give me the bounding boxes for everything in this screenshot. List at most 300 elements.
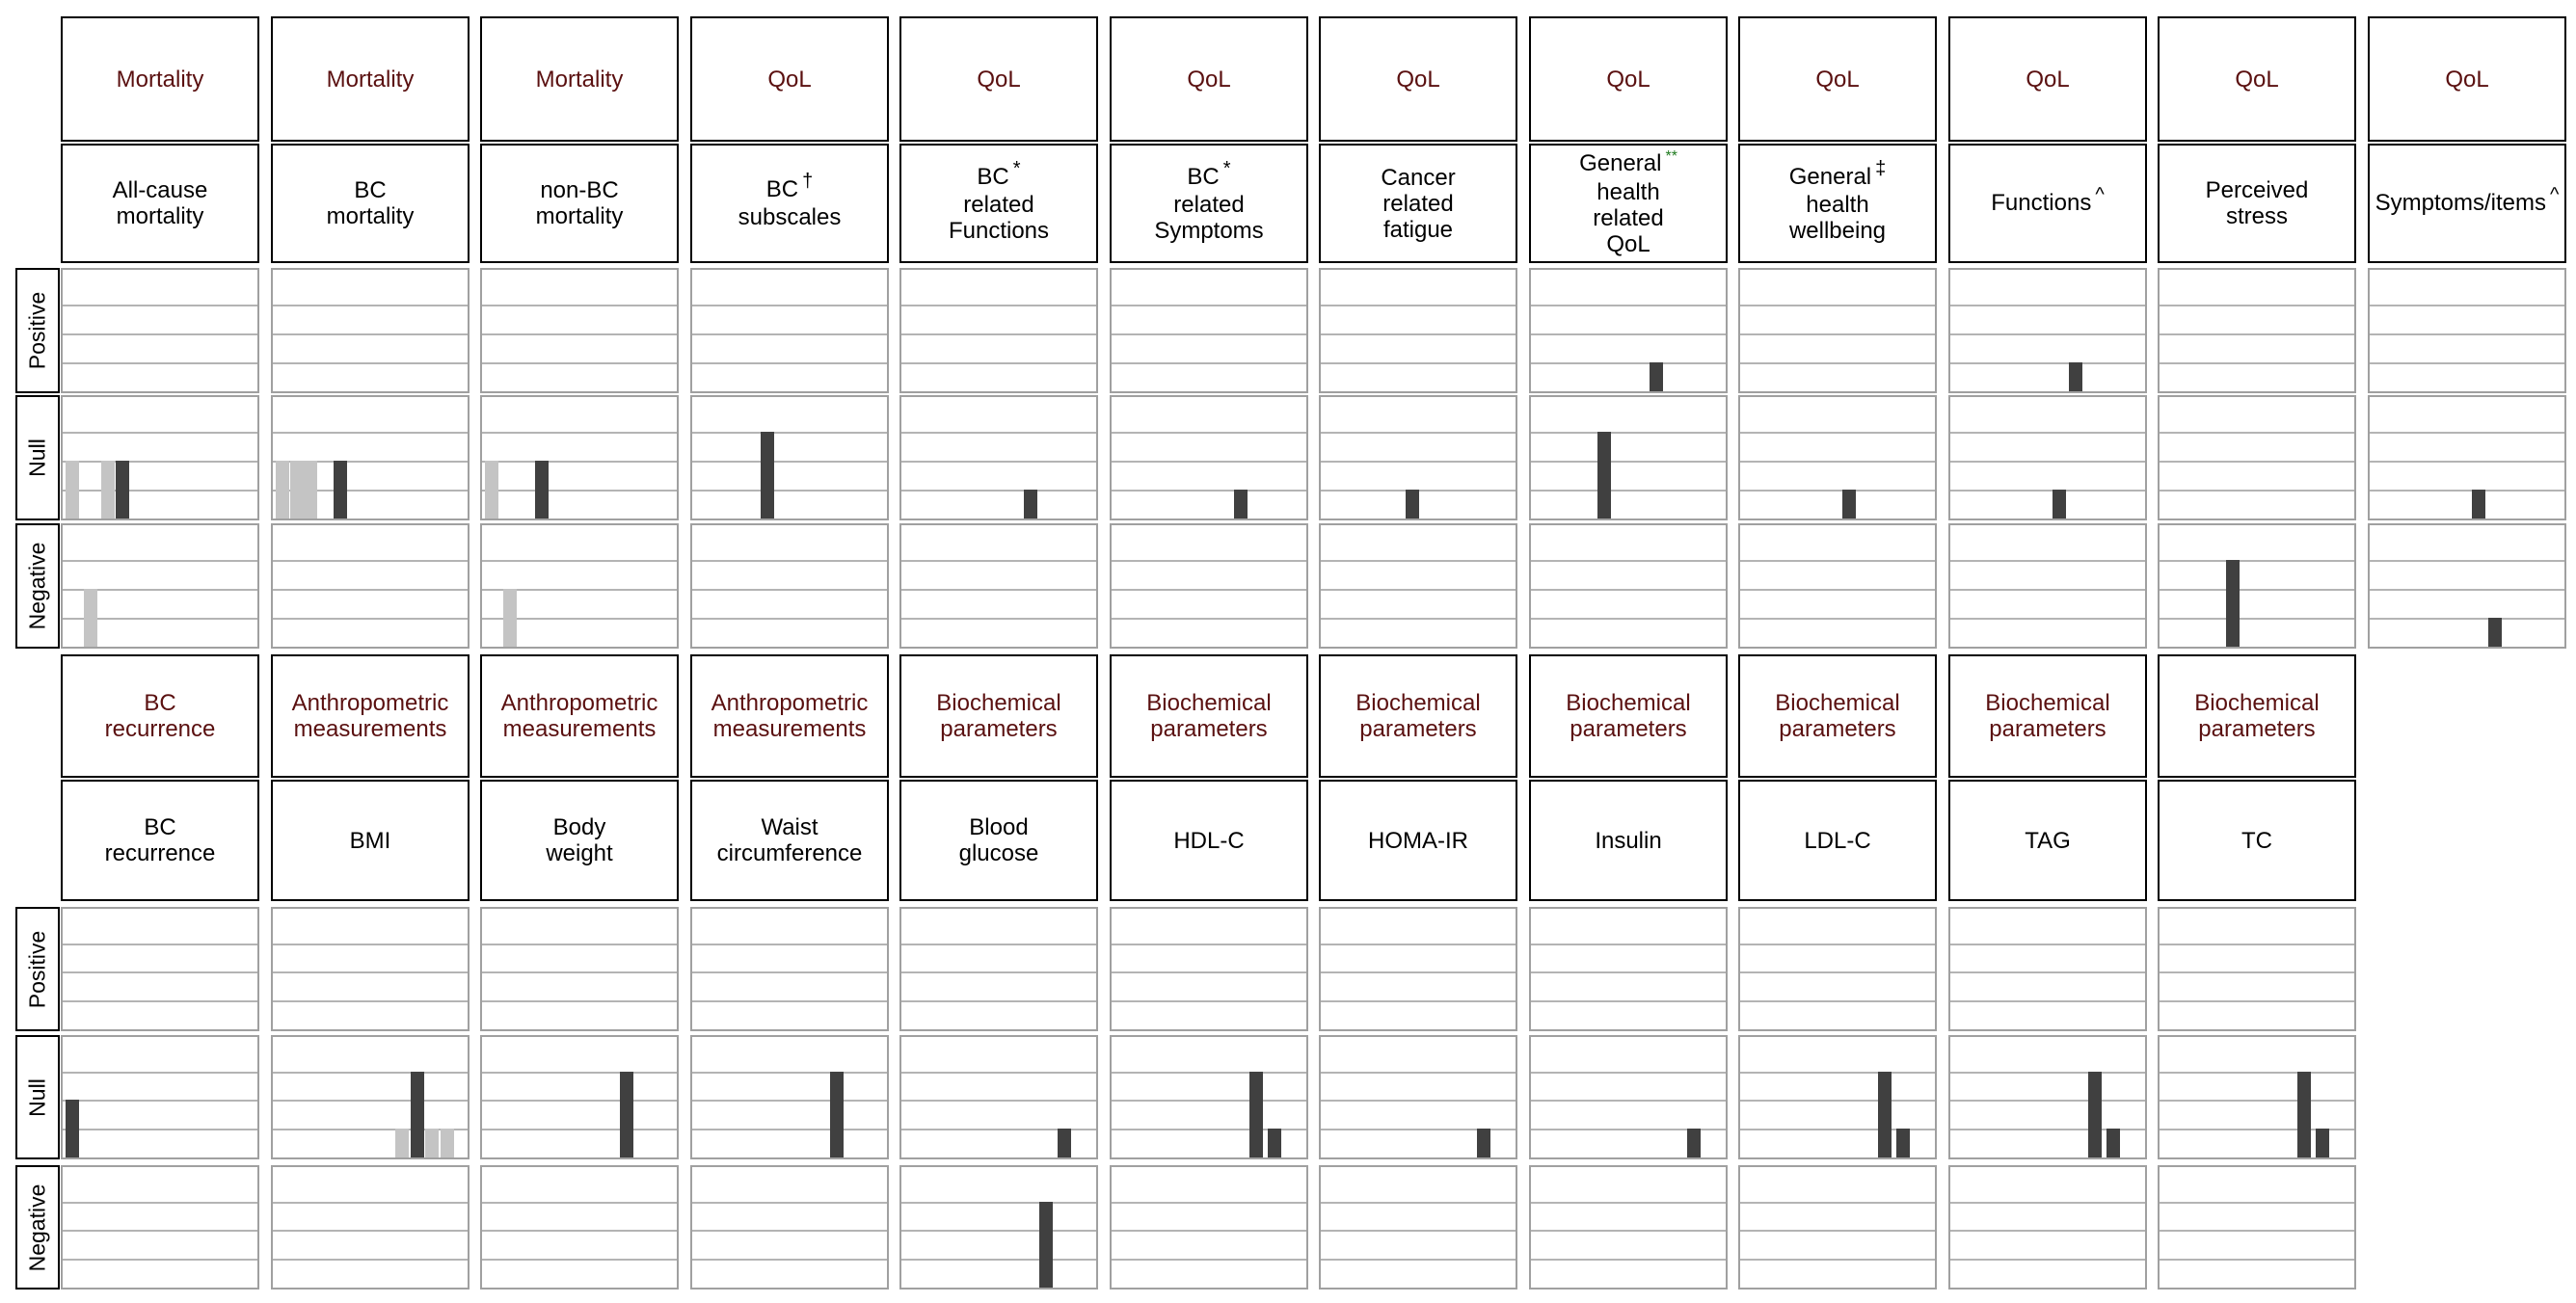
- category-header-text: Biochemical parameters: [1355, 690, 1481, 742]
- plot-panel-negative: [480, 1165, 679, 1290]
- plot-panel-negative: [899, 523, 1098, 649]
- footnote-mark: ^: [2549, 183, 2560, 205]
- gridline: [1531, 1000, 1726, 1002]
- gridline: [273, 971, 468, 973]
- plot-panel-positive: [1319, 907, 1517, 1031]
- gridline: [2160, 305, 2354, 306]
- outcome-label: [899, 144, 1098, 263]
- bar-null: [101, 461, 115, 519]
- outcome-label-text: non-BC mortality: [535, 177, 624, 229]
- gridline: [2160, 432, 2354, 434]
- outcome-label: [1110, 780, 1308, 901]
- gridline: [273, 362, 468, 364]
- bar-null: [411, 1072, 424, 1157]
- category-header-text: Biochemical parameters: [1775, 690, 1900, 742]
- gridline: [1740, 432, 1935, 434]
- gridline: [63, 944, 257, 945]
- gridline: [1321, 560, 1516, 562]
- bar-negative: [1039, 1202, 1053, 1288]
- outcome-label: [271, 780, 470, 901]
- plot-panel-positive: [1738, 907, 1937, 1031]
- gridline: [901, 1230, 1096, 1232]
- bar-null: [2088, 1072, 2102, 1157]
- gridline: [1321, 1202, 1516, 1204]
- row-label-negative: [15, 1165, 60, 1290]
- gridline: [482, 560, 677, 562]
- outcome-label: [1529, 144, 1728, 263]
- bar-null: [1268, 1129, 1281, 1157]
- gridline: [1531, 490, 1726, 492]
- gridline: [1531, 1230, 1726, 1232]
- gridline: [1531, 971, 1726, 973]
- category-header: [1529, 654, 1728, 778]
- bar-null: [334, 461, 347, 519]
- gridline: [1950, 333, 2145, 335]
- bar-null: [395, 1129, 409, 1157]
- gridline: [1740, 490, 1935, 492]
- gridline: [1112, 1000, 1306, 1002]
- category-header: [899, 654, 1098, 778]
- gridline: [2370, 560, 2564, 562]
- plot-panel-negative: [1529, 1165, 1728, 1290]
- row-label-text: Positive: [24, 291, 50, 370]
- gridline: [273, 560, 468, 562]
- gridline: [2160, 944, 2354, 945]
- gridline: [273, 432, 468, 434]
- gridline: [482, 1100, 677, 1102]
- gridline: [273, 589, 468, 591]
- gridline: [2160, 461, 2354, 463]
- gridline: [901, 1000, 1096, 1002]
- bar-null: [276, 461, 289, 519]
- gridline: [1321, 589, 1516, 591]
- gridline: [901, 618, 1096, 620]
- plot-panel-negative: [2158, 1165, 2356, 1290]
- bar-negative: [503, 589, 517, 647]
- row-label-positive: [15, 268, 60, 393]
- bar-null: [1842, 490, 1856, 519]
- footnote-mark: ‡: [1875, 157, 1887, 179]
- gridline: [1740, 589, 1935, 591]
- bar-null: [2316, 1129, 2329, 1157]
- gridline: [901, 589, 1096, 591]
- gridline: [1740, 1230, 1935, 1232]
- row-label-null: [15, 395, 60, 520]
- bar-null: [1597, 432, 1611, 519]
- gridline: [2160, 1259, 2354, 1261]
- gridline: [1321, 944, 1516, 945]
- gridline: [2160, 618, 2354, 620]
- plot-panel-positive: [480, 907, 679, 1031]
- gridline: [63, 305, 257, 306]
- gridline: [1531, 618, 1726, 620]
- gridline: [1740, 560, 1935, 562]
- plot-panel-positive: [61, 268, 259, 393]
- outcome-label: [2158, 780, 2356, 901]
- gridline: [273, 1100, 468, 1102]
- outcome-label-text: HDL-C: [1173, 827, 1245, 854]
- gridline: [1740, 461, 1935, 463]
- plot-panel-positive: [1948, 907, 2147, 1031]
- gridline: [901, 461, 1096, 463]
- gridline: [1950, 1259, 2145, 1261]
- gridline: [482, 1129, 677, 1130]
- plot-panel-positive: [690, 268, 889, 393]
- gridline: [692, 971, 887, 973]
- gridline: [1112, 432, 1306, 434]
- gridline: [1740, 1100, 1935, 1102]
- plot-panel-negative: [690, 1165, 889, 1290]
- gridline: [2160, 490, 2354, 492]
- gridline: [63, 1202, 257, 1204]
- category-header-text: QoL: [2235, 66, 2279, 93]
- gridline: [482, 1000, 677, 1002]
- plot-panel-negative: [271, 523, 470, 649]
- bar-null: [2106, 1129, 2120, 1157]
- category-header: [899, 16, 1098, 142]
- category-header: [1319, 16, 1517, 142]
- category-header: [271, 16, 470, 142]
- gridline: [482, 1202, 677, 1204]
- row-label-null: [15, 1035, 60, 1159]
- plot-panel-positive: [2158, 268, 2356, 393]
- gridline: [1112, 1202, 1306, 1204]
- gridline: [2370, 305, 2564, 306]
- gridline: [1112, 618, 1306, 620]
- gridline: [482, 1230, 677, 1232]
- plot-panel-null: [2158, 395, 2356, 520]
- gridline: [1950, 1072, 2145, 1074]
- plot-panel-positive: [271, 907, 470, 1031]
- outcome-label-text: Functions ^: [1991, 183, 2105, 216]
- gridline: [1112, 305, 1306, 306]
- category-header: [1948, 654, 2147, 778]
- gridline: [1950, 1202, 2145, 1204]
- gridline: [2370, 618, 2564, 620]
- gridline: [273, 305, 468, 306]
- plot-panel-negative: [1948, 523, 2147, 649]
- plot-panel-null: [480, 395, 679, 520]
- bar-null: [535, 461, 549, 519]
- gridline: [2160, 1000, 2354, 1002]
- gridline: [273, 1000, 468, 1002]
- gridline: [482, 944, 677, 945]
- plot-panel-positive: [1738, 268, 1937, 393]
- bar-null: [2053, 490, 2066, 519]
- plot-panel-positive: [271, 268, 470, 393]
- plot-panel-negative: [1738, 1165, 1937, 1290]
- gridline: [1531, 305, 1726, 306]
- category-header-text: QoL: [767, 66, 812, 93]
- gridline: [273, 944, 468, 945]
- bar-null: [441, 1129, 454, 1157]
- gridline: [2370, 432, 2564, 434]
- gridline: [692, 362, 887, 364]
- category-header-text: Anthropometric measurements: [711, 690, 869, 742]
- gridline: [692, 1129, 887, 1130]
- plot-panel-negative: [1529, 523, 1728, 649]
- gridline: [1112, 490, 1306, 492]
- bar-null: [116, 461, 129, 519]
- plot-panel-null: [61, 395, 259, 520]
- gridline: [692, 432, 887, 434]
- gridline: [1112, 362, 1306, 364]
- category-header-text: QoL: [1815, 66, 1860, 93]
- plot-panel-negative: [1319, 1165, 1517, 1290]
- outcome-label-text: General ** health related QoL: [1579, 147, 1677, 257]
- row-label-positive: [15, 907, 60, 1031]
- category-header: [2368, 16, 2566, 142]
- gridline: [63, 1000, 257, 1002]
- category-header-text: Mortality: [535, 66, 624, 93]
- gridline: [63, 971, 257, 973]
- bar-null: [1896, 1129, 1910, 1157]
- gridline: [1740, 618, 1935, 620]
- gridline: [692, 1259, 887, 1261]
- gridline: [901, 432, 1096, 434]
- plot-panel-negative: [899, 1165, 1098, 1290]
- gridline: [901, 362, 1096, 364]
- gridline: [901, 1100, 1096, 1102]
- outcome-label-text: Waist circumference: [716, 814, 863, 866]
- gridline: [1950, 944, 2145, 945]
- gridline: [482, 971, 677, 973]
- gridline: [63, 560, 257, 562]
- gridline: [1950, 490, 2145, 492]
- gridline: [1740, 362, 1935, 364]
- gridline: [692, 461, 887, 463]
- bar-null: [1406, 490, 1419, 519]
- outcome-label: [480, 780, 679, 901]
- plot-panel-positive: [1319, 268, 1517, 393]
- bar-null: [1234, 490, 1248, 519]
- plot-panel-null: [1110, 395, 1308, 520]
- plot-panel-positive: [1948, 268, 2147, 393]
- category-header: [1110, 16, 1308, 142]
- gridline: [1112, 560, 1306, 562]
- gridline: [273, 1202, 468, 1204]
- gridline: [1321, 333, 1516, 335]
- gridline: [1950, 589, 2145, 591]
- gridline: [63, 461, 257, 463]
- gridline: [1112, 944, 1306, 945]
- category-header: [2158, 16, 2356, 142]
- gridline: [1950, 305, 2145, 306]
- plot-panel-positive: [1529, 268, 1728, 393]
- bar-null: [1878, 1072, 1892, 1157]
- plot-panel-negative: [1948, 1165, 2147, 1290]
- gridline: [901, 1259, 1096, 1261]
- plot-panel-null: [690, 1035, 889, 1159]
- outcome-label-text: Body weight: [546, 814, 613, 866]
- gridline: [692, 333, 887, 335]
- gridline: [273, 1230, 468, 1232]
- gridline: [482, 490, 677, 492]
- bar-negative: [2226, 560, 2240, 647]
- plot-panel-positive: [2368, 268, 2566, 393]
- gridline: [1321, 1000, 1516, 1002]
- plot-panel-positive: [480, 268, 679, 393]
- footnote-mark: **: [1665, 147, 1677, 165]
- plot-panel-negative: [1110, 523, 1308, 649]
- footnote-mark: ^: [2095, 183, 2105, 205]
- category-header-text: Biochemical parameters: [936, 690, 1061, 742]
- outcome-label-text: General ‡ health wellbeing: [1788, 157, 1887, 244]
- gridline: [2160, 362, 2354, 364]
- gridline: [1950, 362, 2145, 364]
- gridline: [1740, 944, 1935, 945]
- category-header-text: QoL: [2026, 66, 2070, 93]
- outcome-label: [2158, 144, 2356, 263]
- outcome-label: [2368, 144, 2566, 263]
- gridline: [482, 432, 677, 434]
- category-header-text: QoL: [2445, 66, 2489, 93]
- gridline: [482, 305, 677, 306]
- gridline: [1531, 432, 1726, 434]
- gridline: [273, 1072, 468, 1074]
- gridline: [1112, 589, 1306, 591]
- plot-panel-null: [2368, 395, 2566, 520]
- plot-panel-null: [480, 1035, 679, 1159]
- gridline: [692, 305, 887, 306]
- category-header-text: QoL: [1187, 66, 1231, 93]
- category-header: [690, 16, 889, 142]
- gridline: [1531, 944, 1726, 945]
- gridline: [1321, 362, 1516, 364]
- outcome-label-text: LDL-C: [1804, 827, 1871, 854]
- bar-null: [2472, 490, 2485, 519]
- plot-panel-positive: [899, 907, 1098, 1031]
- category-header-text: Anthropometric measurements: [500, 690, 658, 742]
- bar-null: [830, 1072, 844, 1157]
- gridline: [1112, 1100, 1306, 1102]
- category-header-text: QoL: [1606, 66, 1650, 93]
- footnote-mark: *: [1012, 157, 1021, 179]
- gridline: [63, 490, 257, 492]
- plot-panel-positive: [690, 907, 889, 1031]
- gridline: [901, 305, 1096, 306]
- gridline: [63, 1230, 257, 1232]
- gridline: [692, 618, 887, 620]
- row-label-negative: [15, 523, 60, 649]
- category-header-text: Biochemical parameters: [1146, 690, 1272, 742]
- outcome-label: [690, 144, 889, 263]
- gridline: [1321, 618, 1516, 620]
- gridline: [1740, 971, 1935, 973]
- gridline: [2160, 1072, 2354, 1074]
- plot-panel-positive: [1110, 907, 1308, 1031]
- category-header: [61, 16, 259, 142]
- outcome-label: [1529, 780, 1728, 901]
- gridline: [692, 1230, 887, 1232]
- plot-panel-negative: [2158, 523, 2356, 649]
- category-header: [61, 654, 259, 778]
- gridline: [1112, 1072, 1306, 1074]
- gridline: [2160, 1230, 2354, 1232]
- gridline: [1740, 1202, 1935, 1204]
- plot-panel-negative: [1738, 523, 1937, 649]
- gridline: [2160, 589, 2354, 591]
- plot-panel-positive: [1110, 268, 1308, 393]
- gridline: [1950, 560, 2145, 562]
- gridline: [1112, 1230, 1306, 1232]
- outcome-label-text: BC * related Functions: [948, 157, 1050, 244]
- outcome-label-text: Blood glucose: [958, 814, 1039, 866]
- plot-panel-null: [1738, 395, 1937, 520]
- outcome-label: [1948, 780, 2147, 901]
- gridline: [1531, 1259, 1726, 1261]
- outcome-label-text: BMI: [349, 827, 391, 854]
- gridline: [2370, 362, 2564, 364]
- outcome-label-text: Insulin: [1595, 827, 1662, 854]
- category-header-text: Biochemical parameters: [2194, 690, 2320, 742]
- gridline: [2370, 589, 2564, 591]
- category-header-text: QoL: [977, 66, 1021, 93]
- category-header: [271, 654, 470, 778]
- plot-panel-positive: [61, 907, 259, 1031]
- gridline: [1740, 305, 1935, 306]
- plot-panel-null: [1948, 395, 2147, 520]
- gridline: [63, 1259, 257, 1261]
- gridline: [63, 1072, 257, 1074]
- category-header-text: BC recurrence: [104, 690, 216, 742]
- gridline: [1531, 1100, 1726, 1102]
- plot-panel-null: [690, 395, 889, 520]
- plot-panel-positive: [899, 268, 1098, 393]
- row-label-text: Negative: [24, 1183, 50, 1271]
- bar-null: [485, 461, 498, 519]
- gridline: [273, 618, 468, 620]
- bar-positive: [1650, 362, 1663, 391]
- bar-null: [66, 461, 79, 519]
- category-header: [1948, 16, 2147, 142]
- gridline: [1531, 362, 1726, 364]
- gridline: [1950, 432, 2145, 434]
- gridline: [1950, 1100, 2145, 1102]
- row-label-text: Null: [24, 1077, 50, 1117]
- bar-null: [1058, 1129, 1071, 1157]
- bar-null: [1477, 1129, 1490, 1157]
- gridline: [692, 490, 887, 492]
- plot-panel-negative: [271, 1165, 470, 1290]
- outcome-label: [899, 780, 1098, 901]
- outcome-label-text: HOMA-IR: [1368, 827, 1468, 854]
- outcome-label: [480, 144, 679, 263]
- gridline: [901, 333, 1096, 335]
- gridline: [1740, 1072, 1935, 1074]
- row-label-text: Positive: [24, 930, 50, 1008]
- category-header-text: Mortality: [116, 66, 204, 93]
- gridline: [901, 560, 1096, 562]
- outcome-label: [1738, 780, 1937, 901]
- gridline: [63, 432, 257, 434]
- gridline: [273, 333, 468, 335]
- gridline: [2370, 490, 2564, 492]
- outcome-label: [1738, 144, 1937, 263]
- gridline: [692, 1202, 887, 1204]
- gridline: [1950, 1000, 2145, 1002]
- outcome-label: [61, 780, 259, 901]
- gridline: [692, 1100, 887, 1102]
- plot-panel-positive: [2158, 907, 2356, 1031]
- bar-null: [304, 461, 317, 519]
- gridline: [2370, 461, 2564, 463]
- plot-panel-negative: [61, 1165, 259, 1290]
- plot-panel-null: [899, 395, 1098, 520]
- gridline: [1950, 1230, 2145, 1232]
- plot-panel-negative: [690, 523, 889, 649]
- gridline: [692, 560, 887, 562]
